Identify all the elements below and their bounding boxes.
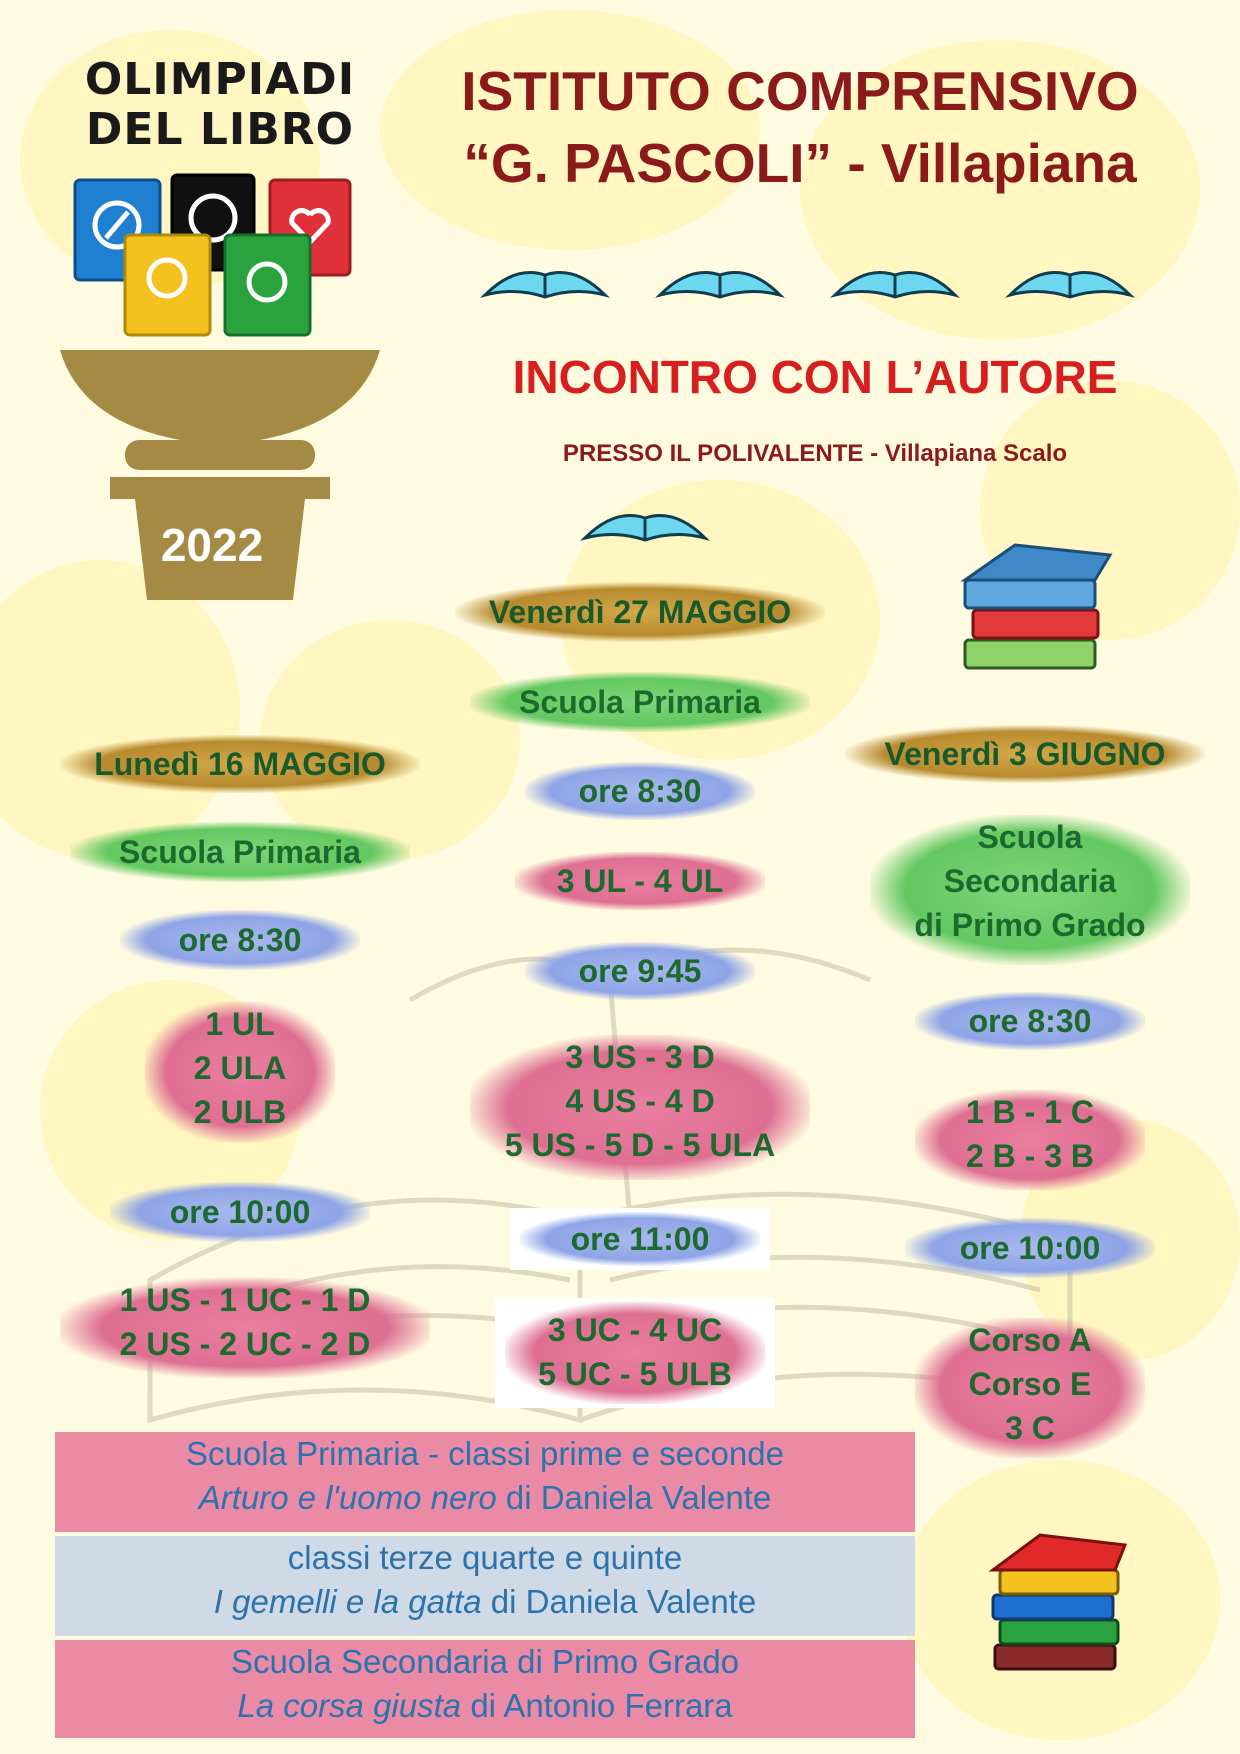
school-line: Secondaria xyxy=(943,863,1117,899)
col1-time2: ore 10:00 xyxy=(110,1182,370,1242)
logo-line1: OLIMPIADI xyxy=(84,54,356,105)
book-credit xyxy=(55,1684,915,1728)
class-group: 2 B - 3 B xyxy=(965,1138,1095,1174)
book-info-primary-3-5 xyxy=(55,1536,915,1636)
col2-time3-box xyxy=(510,1208,770,1270)
class-group: 1 B - 1 C xyxy=(965,1094,1095,1130)
green-book-icon xyxy=(225,235,310,335)
col2-classes3 xyxy=(505,1302,765,1404)
school-line: di Primo Grado xyxy=(914,907,1146,943)
col3-classes1 xyxy=(915,1090,1145,1190)
book-title: La corsa giusta xyxy=(237,1687,462,1724)
col1-school: Scuola Primaria xyxy=(70,822,410,882)
col3-classes2 xyxy=(915,1318,1145,1458)
book-info-primary-1-2 xyxy=(55,1432,915,1532)
col3-date: Venerdì 3 GIUGNO xyxy=(845,725,1205,783)
col2-time2: ore 9:45 xyxy=(525,942,755,1000)
olympiad-books-logo xyxy=(70,170,360,340)
col2-time1: ore 8:30 xyxy=(525,762,755,820)
col1-classes1 xyxy=(145,1002,335,1142)
book-stack-colorful-icon xyxy=(985,1520,1135,1680)
col1-date: Lunedì 16 MAGGIO xyxy=(60,735,420,793)
school-title-line2: “G. PASCOLI” - Villapiana xyxy=(463,132,1137,194)
open-books-row xyxy=(480,245,1140,305)
book-group: Scuola Primaria - classi prime e seconde xyxy=(186,1435,784,1472)
col2-school: Scuola Primaria xyxy=(470,672,810,732)
class-group: 3 US - 3 D xyxy=(565,1039,715,1075)
col3-time2: ore 10:00 xyxy=(905,1218,1155,1278)
class-group: 2 ULA xyxy=(193,1050,287,1086)
class-group: 3 UC - 4 UC xyxy=(547,1312,723,1348)
book-title: I gemelli e la gatta xyxy=(213,1583,482,1620)
col1-time1: ore 8:30 xyxy=(120,910,360,970)
col2-classes3-box xyxy=(495,1298,775,1408)
col3-time1: ore 8:30 xyxy=(915,992,1145,1050)
col1-classes2 xyxy=(60,1278,430,1378)
class-group: 3 C xyxy=(1005,1410,1055,1446)
col2-date: Venerdì 27 MAGGIO xyxy=(455,582,825,642)
col2-classes1: 3 UL - 4 UL xyxy=(515,852,765,910)
col3-school xyxy=(870,815,1190,965)
class-group: 1 UL xyxy=(205,1006,275,1042)
col2-classes2 xyxy=(470,1035,810,1180)
book-credit xyxy=(55,1580,915,1624)
book-author: di Daniela Valente xyxy=(496,1479,772,1516)
book-group: Scuola Secondaria di Primo Grado xyxy=(230,1643,740,1680)
class-group: 5 UC - 5 ULB xyxy=(538,1356,732,1392)
school-title-line1: ISTITUTO COMPRENSIVO xyxy=(461,60,1139,122)
open-book-icon xyxy=(835,273,955,298)
book-info-secondary xyxy=(55,1640,915,1738)
open-book-icon xyxy=(1010,273,1130,298)
book-author: di Antonio Ferrara xyxy=(461,1687,733,1724)
book-stack-icon xyxy=(955,525,1115,685)
open-book-icon xyxy=(485,273,605,298)
yellow-book-icon xyxy=(125,235,210,335)
class-group: 2 US - 2 UC - 2 D xyxy=(119,1326,371,1362)
book-author: di Daniela Valente xyxy=(481,1583,757,1620)
class-group: 4 US - 4 D xyxy=(565,1083,715,1119)
class-group: 1 US - 1 UC - 1 D xyxy=(119,1282,371,1318)
col2-time3: ore 11:00 xyxy=(520,1212,760,1266)
class-group: 2 ULB xyxy=(193,1094,287,1130)
class-group: Corso E xyxy=(968,1366,1092,1402)
logo-year: 2022 xyxy=(160,519,264,571)
school-title xyxy=(400,55,1200,199)
book-title: Arturo e l'uomo nero xyxy=(198,1479,497,1516)
open-book-icon xyxy=(660,273,780,298)
open-book-icon xyxy=(580,488,710,548)
book-group: classi terze quarte e quinte xyxy=(287,1539,683,1576)
event-title: INCONTRO CON L’AUTORE xyxy=(512,351,1118,403)
class-group: Corso A xyxy=(968,1322,1092,1358)
school-line: Scuola xyxy=(977,819,1083,855)
logo-line2: DEL LIBRO xyxy=(85,104,355,155)
book-credit xyxy=(55,1476,915,1520)
class-group: 5 US - 5 D - 5 ULA xyxy=(504,1127,776,1163)
olympiad-logo-title xyxy=(60,55,380,155)
event-venue: PRESSO IL POLIVALENTE - Villapiana Scalo xyxy=(562,440,1068,467)
